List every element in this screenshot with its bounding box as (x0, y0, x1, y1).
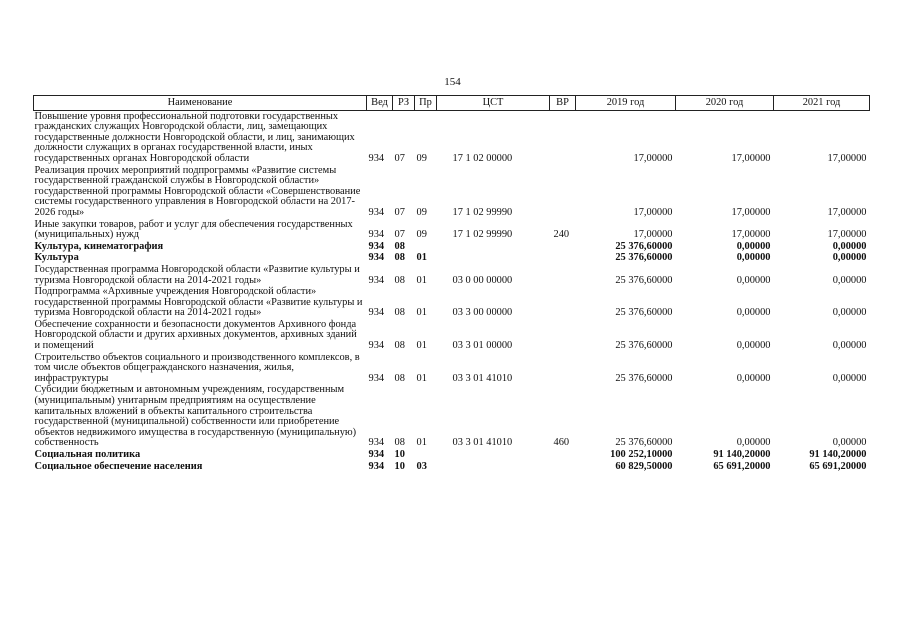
cell-2020: 17,00000 (731, 206, 771, 218)
cell-2021: 17,00000 (827, 206, 867, 218)
cell-name: Социальное обеспечение населения (34, 460, 203, 472)
cell-vr (550, 352, 576, 385)
cell-vr (550, 319, 576, 352)
cell-ved: 934 (368, 229, 385, 241)
cell-2021: 65 691,20000 (809, 460, 867, 472)
cell-cst: 17 1 02 00000 (452, 152, 513, 164)
cell-2021: 91 140,20000 (809, 449, 867, 460)
cell-cst (437, 461, 550, 473)
cell-name: Реализация прочих мероприятий подпрограммы «Развитие системы государственной гражданской службы в Новгородской области» государственной программы Новгородской области «Совершенствование системы государственного управления в Новгородской области на 2017-2026 годы» (34, 164, 361, 218)
cell-2019: 25 376,60000 (615, 437, 673, 449)
cell-2021: 17,00000 (827, 152, 867, 164)
cell-2019: 17,00000 (633, 152, 673, 164)
cell-rz: 08 (394, 252, 405, 264)
cell-pr: 09 (416, 229, 427, 241)
cell-rz: 10 (394, 449, 405, 460)
cell-name: Обеспечение сохранности и безопасности документов Архивного фонда Новгородской области и других архивных документов, архивных зданий и помещений (34, 318, 357, 352)
cell-cst: 03 3 01 00000 (452, 340, 513, 352)
cell-2019: 25 376,60000 (615, 307, 673, 319)
cell-rz: 08 (394, 437, 405, 449)
table-row (34, 319, 870, 352)
cell-name: Повышение уровня профессиональной подготовки государственных гражданских служащих Новгородской области, лиц, замещающих государственные должности Новгородской области, и лиц, занимающих должности служащих в органах государственной власти, иных государственных органах Новгородской области (34, 110, 355, 164)
cell-2020: 0,00000 (736, 437, 771, 449)
cell-2020: 91 140,20000 (713, 449, 771, 460)
cell-2019: 25 376,60000 (615, 252, 673, 264)
cell-2021: 0,00000 (832, 274, 867, 286)
cell-2020: 0,00000 (736, 240, 771, 252)
cell-2020: 0,00000 (736, 372, 771, 384)
cell-rz: 10 (394, 460, 405, 472)
cell-ved: 934 (368, 152, 385, 164)
cell-cst: 17 1 02 99990 (452, 229, 513, 241)
cell-cst: 03 3 00 00000 (452, 307, 513, 319)
cell-2020: 17,00000 (731, 152, 771, 164)
header-2019: 2019 год (576, 96, 676, 111)
cell-rz: 08 (394, 372, 405, 384)
cell-2021: 0,00000 (832, 437, 867, 449)
cell-2021: 0,00000 (832, 307, 867, 319)
cell-2019: 17,00000 (633, 229, 673, 241)
cell-rz: 07 (394, 152, 405, 164)
cell-vr (550, 165, 576, 219)
cell-rz: 08 (394, 274, 405, 286)
budget-table (33, 95, 870, 472)
cell-2019: 100 252,10000 (610, 449, 673, 460)
cell-name: Подпрограмма «Архивные учреждения Новгородской области» государственной программы Новгородской области «Развитие культуры и туризма Новгородской области на 2014-2021 годы» (34, 286, 363, 319)
cell-ved: 934 (368, 449, 385, 460)
cell-2020: 0,00000 (736, 274, 771, 286)
cell-vr (550, 449, 576, 461)
header-ved: Вед (367, 96, 393, 111)
cell-2020: 0,00000 (736, 340, 771, 352)
cell-name: Государственная программа Новгородской области «Развитие культуры и туризма Новгородской области на 2014-2021 годы» (34, 263, 360, 286)
cell-2019: 17,00000 (633, 206, 673, 218)
cell-cst: 03 3 01 41010 (452, 372, 513, 384)
cell-name: Иные закупки товаров, работ и услуг для обеспечения государственных (муниципальных) нужд (34, 218, 353, 241)
cell-2019: 25 376,60000 (615, 274, 673, 286)
cell-cst (437, 449, 550, 461)
cell-vr (550, 286, 576, 319)
cell-rz: 08 (394, 307, 405, 319)
table-row (34, 286, 870, 319)
header-2020: 2020 год (676, 96, 774, 111)
cell-2019: 25 376,60000 (615, 372, 673, 384)
cell-cst: 17 1 02 99990 (452, 206, 513, 218)
cell-vr (550, 241, 576, 253)
header-cst: ЦСТ (437, 96, 550, 111)
cell-cst (437, 241, 550, 253)
header-rz: РЗ (393, 96, 415, 111)
cell-ved: 934 (368, 252, 385, 264)
cell-vr (550, 264, 576, 286)
cell-pr: 01 (416, 274, 427, 286)
cell-name: Строительство объектов социального и производственного комплексов, в том числе объектов общегражданского назначения, жилья, инфраструктуры (34, 351, 360, 384)
cell-rz: 07 (394, 206, 405, 218)
cell-2019: 60 829,50000 (615, 460, 673, 472)
cell-cst: 03 3 01 41010 (452, 437, 513, 449)
header-2021: 2021 год (774, 96, 870, 111)
cell-pr: 09 (416, 206, 427, 218)
cell-2021: 0,00000 (832, 340, 867, 352)
cell-pr: 09 (416, 152, 427, 164)
table-row (34, 241, 870, 253)
table-row (34, 264, 870, 286)
table-row (34, 352, 870, 385)
cell-ved: 934 (368, 307, 385, 319)
cell-2020: 17,00000 (731, 229, 771, 241)
cell-vr (550, 252, 576, 264)
cell-pr: 01 (416, 340, 427, 352)
table-row (34, 384, 870, 449)
cell-vr: 240 (553, 229, 570, 241)
header-pr: Пр (415, 96, 437, 111)
cell-ved: 934 (368, 274, 385, 286)
cell-2020: 0,00000 (736, 252, 771, 264)
cell-2019: 25 376,60000 (615, 340, 673, 352)
table-row (34, 449, 870, 461)
cell-pr: 03 (416, 460, 427, 472)
header-row (34, 96, 870, 111)
cell-name: Культура, кинематография (34, 240, 164, 252)
cell-vr: 460 (553, 437, 570, 449)
cell-rz: 08 (394, 340, 405, 352)
header-name: Наименование (34, 96, 367, 111)
cell-2020: 65 691,20000 (713, 460, 771, 472)
cell-2021: 0,00000 (832, 240, 867, 252)
table-row (34, 165, 870, 219)
cell-pr (415, 449, 437, 461)
cell-rz: 07 (394, 229, 405, 241)
cell-name: Культура (34, 252, 79, 264)
cell-pr: 01 (416, 307, 427, 319)
cell-name: Субсидии бюджетным и автономным учреждениям, государственным (муниципальным) унитарным предприятиям на осуществление капитальных вложений в объекты капитального строительства государственной (муниципальной) собственности или приобретение объектов недвижимого имущества в государственную (муниципальную) собственность (34, 384, 357, 449)
cell-2021: 17,00000 (827, 229, 867, 241)
cell-vr (550, 110, 576, 164)
table-row (34, 461, 870, 473)
cell-cst: 03 0 00 00000 (452, 274, 513, 286)
page-number: 154 (444, 76, 461, 88)
cell-ved: 934 (368, 240, 385, 252)
cell-pr: 01 (416, 372, 427, 384)
cell-ved: 934 (368, 340, 385, 352)
cell-2020: 0,00000 (736, 307, 771, 319)
cell-cst (437, 252, 550, 264)
table-row (34, 110, 870, 164)
cell-name: Социальная политика (34, 449, 141, 460)
cell-ved: 934 (368, 437, 385, 449)
cell-2021: 0,00000 (832, 252, 867, 264)
cell-ved: 934 (368, 372, 385, 384)
cell-pr: 01 (416, 437, 427, 449)
cell-ved: 934 (368, 206, 385, 218)
table-row (34, 252, 870, 264)
cell-rz: 08 (394, 240, 405, 252)
cell-ved: 934 (368, 460, 385, 472)
cell-vr (550, 461, 576, 473)
cell-pr (415, 241, 437, 253)
header-vr: ВР (550, 96, 576, 111)
table-body (34, 110, 870, 472)
cell-2019: 25 376,60000 (615, 240, 673, 252)
cell-2021: 0,00000 (832, 372, 867, 384)
table-row (34, 219, 870, 241)
cell-pr: 01 (416, 252, 427, 264)
